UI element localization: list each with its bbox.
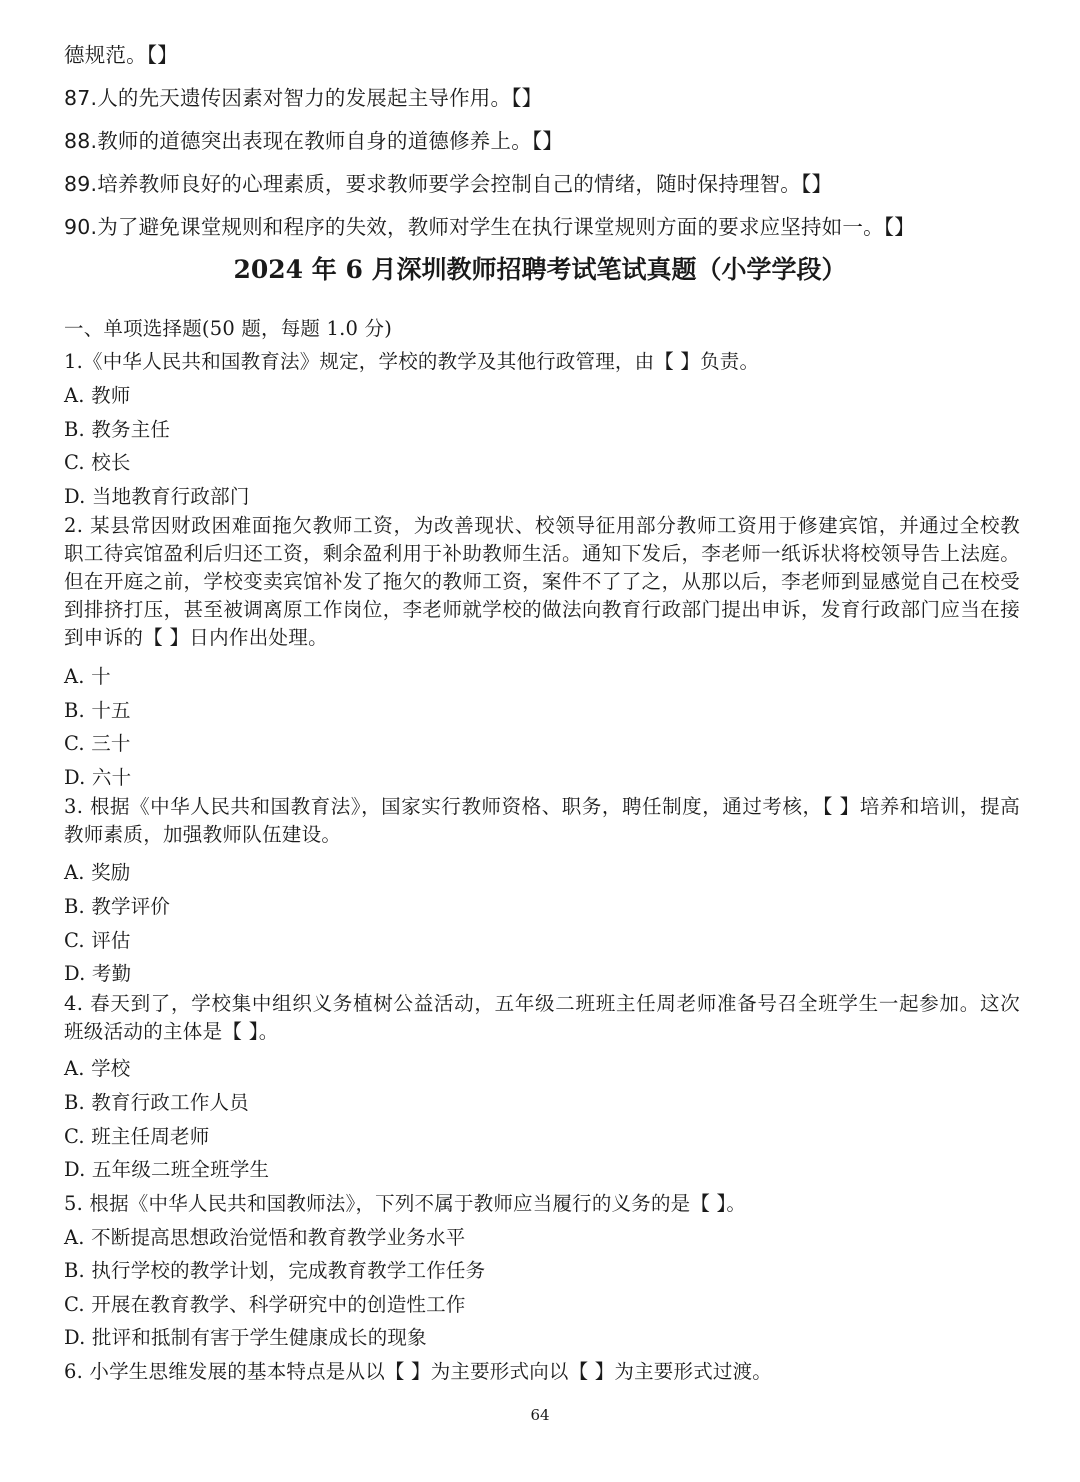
question-2-text: 2. 某县常因财政困难面拖欠教师工资，为改善现状、校领导征用部分教师工资用于修建宾馆，并通过全校教职工待宾馆盈利后归还工资，剩余盈利用于补助教师生活。通知下发后，李老师一纸诉状将校领导告上法庭。但在开庭之前，学校变卖宾馆补发了拖欠的教师工资，案件不了了之，从那以后，李老师到显感觉自己在校受到排挤打压，甚至被调离原工作岗位，李老师就学校的做法向教育行政部门提出申诉，发育行政部门应当在接到申诉的【 】日内作出处理。 [64,514,1020,649]
question-1-option-a: A. 教师 [64,384,131,407]
question-1-option-c: C. 校长 [64,451,131,474]
question-4-text: 4. 春天到了，学校集中组织义务植树公益活动，五年级二班班主任周老师准备号召全班学生一起参加。这次班级活动的主体是【 】。 [64,992,1020,1043]
question-3-text: 3. 根据《中华人民共和国教育法》，国家实行教师资格、职务，聘任制度，通过考核，【 】培养和培训，提高教师素质，加强教师队伍建设。 [64,795,1020,846]
question-1-option-b: B. 教务主任 [64,418,171,441]
question-4-option-b: B. 教育行政工作人员 [64,1091,249,1114]
statement-88: 88.教师的道德突出表现在教师自身的道德修养上。【】 [64,129,564,153]
question-3-option-b: B. 教学评价 [64,895,171,918]
question-3-option-c: C. 评估 [64,929,131,952]
question-2-option-c: C. 三十 [64,732,131,755]
section-heading: 一、单项选择题(50 题，每题 1.0 分) [64,317,393,340]
question-4-option-d: D. 五年级二班全班学生 [64,1158,270,1181]
question-5-option-b: B. 执行学校的教学计划，完成教育教学工作任务 [64,1259,486,1282]
statement-87: 87.人的先天遗传因素对智力的发展起主导作用。【】 [64,86,543,110]
question-1-text: 1.《中华人民共和国教育法》规定，学校的教学及其他行政管理，由【 】负责。 [64,350,760,373]
question-6-text: 6. 小学生思维发展的基本特点是从以【 】为主要形式向以【 】为主要形式过渡。 [64,1360,773,1383]
statement-89: 89.培养教师良好的心理素质，要求教师要学会控制自己的情绪，随时保持理智。【】 [64,172,833,196]
question-1-option-d: D. 当地教育行政部门 [64,485,250,508]
question-3-option-a: A. 奖励 [64,861,131,884]
question-2-option-d: D. 六十 [64,766,132,789]
page-number: 64 [530,1406,550,1424]
question-2-option-b: B. 十五 [64,699,131,722]
question-3-option-d: D. 考勤 [64,962,132,985]
exam-title: 2024 年 6 月深圳教师招聘考试笔试真题（小学学段） [233,255,847,284]
question-5-option-c: C. 开展在教育教学、科学研究中的创造性工作 [64,1293,466,1316]
question-4-option-a: A. 学校 [64,1057,131,1080]
question-5-text: 5. 根据《中华人民共和国教师法》，下列不属于教师应当履行的义务的是【 】。 [64,1192,747,1215]
question-5-option-d: D. 批评和抵制有害于学生健康成长的现象 [64,1326,427,1349]
prev-line-continuation: 德规范。【】 [64,43,178,67]
question-5-option-a: A. 不断提高思想政治觉悟和教育教学业务水平 [64,1226,466,1249]
question-2-option-a: A. 十 [64,665,111,688]
question-4-option-c: C. 班主任周老师 [64,1125,210,1148]
statement-90: 90.为了避免课堂规则和程序的失效，教师对学生在执行课堂规则方面的要求应坚持如一。【】 [64,215,915,239]
